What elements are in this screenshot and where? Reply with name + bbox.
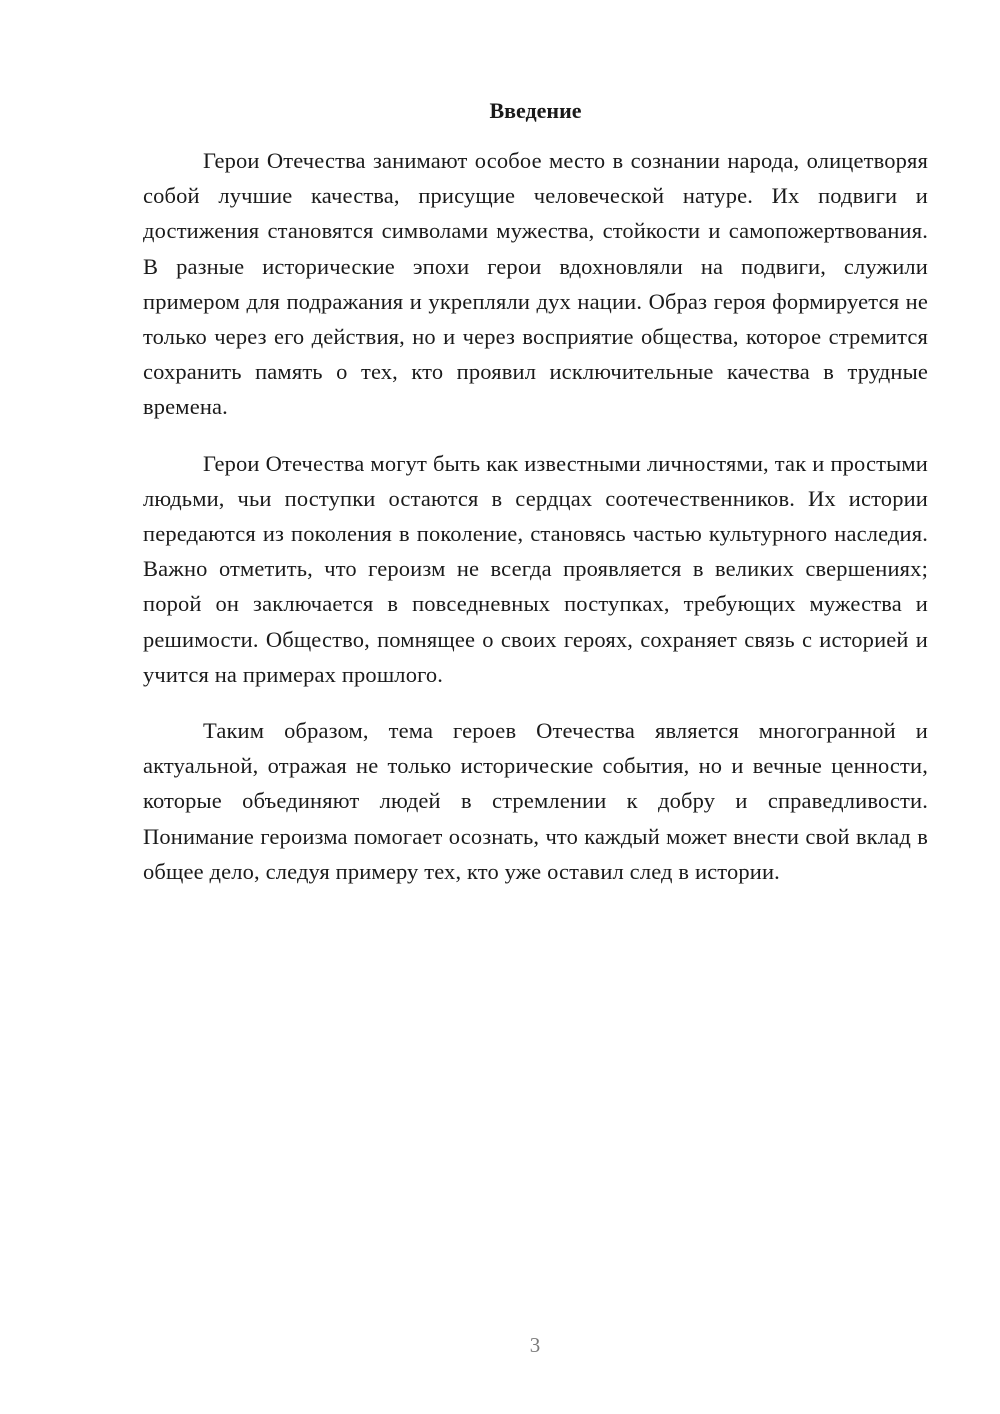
page-number: 3 <box>529 1333 541 1357</box>
body-text <box>143 143 928 910</box>
section-heading: Введение <box>489 98 582 123</box>
paragraph-3: Таким образом, тема героев Отечества является многогранной и актуальной, отражая не только исторические события, но и вечные ценности, которые объединяют людей в стремлении к добру и справедливости. Понимание героизма помогает осознать, что каждый может внести свой вклад в общее дело, следуя примеру тех, кто уже оставил след в истории. <box>143 718 928 884</box>
paragraph-1: Герои Отечества занимают особое место в сознании народа, олицетворяя собой лучшие качества, присущие человеческой натуре. Их подвиги и достижения становятся символами мужества, стойкости и самопожертвования. В разные исторические эпохи герои вдохновляли на подвиги, служили примером для подражания и укрепляли дух нации. Образ героя формируется не только через его действия, но и через восприятие общества, которое стремится сохранить память о тех, кто проявил исключительные качества в трудные времена. <box>143 148 928 420</box>
paragraph-2: Герои Отечества могут быть как известными личностями, так и простыми людьми, чьи поступки остаются в сердцах соотечественников. Их истории передаются из поколения в поколение, становясь частью культурного наследия. Важно отметить, что героизм не всегда проявляется в великих свершениях; порой он заключается в повседневных поступках, требующих мужества и решимости. Общество, помнящее о своих героях, сохраняет связь с историей и учится на примерах прошлого. <box>143 450 928 687</box>
